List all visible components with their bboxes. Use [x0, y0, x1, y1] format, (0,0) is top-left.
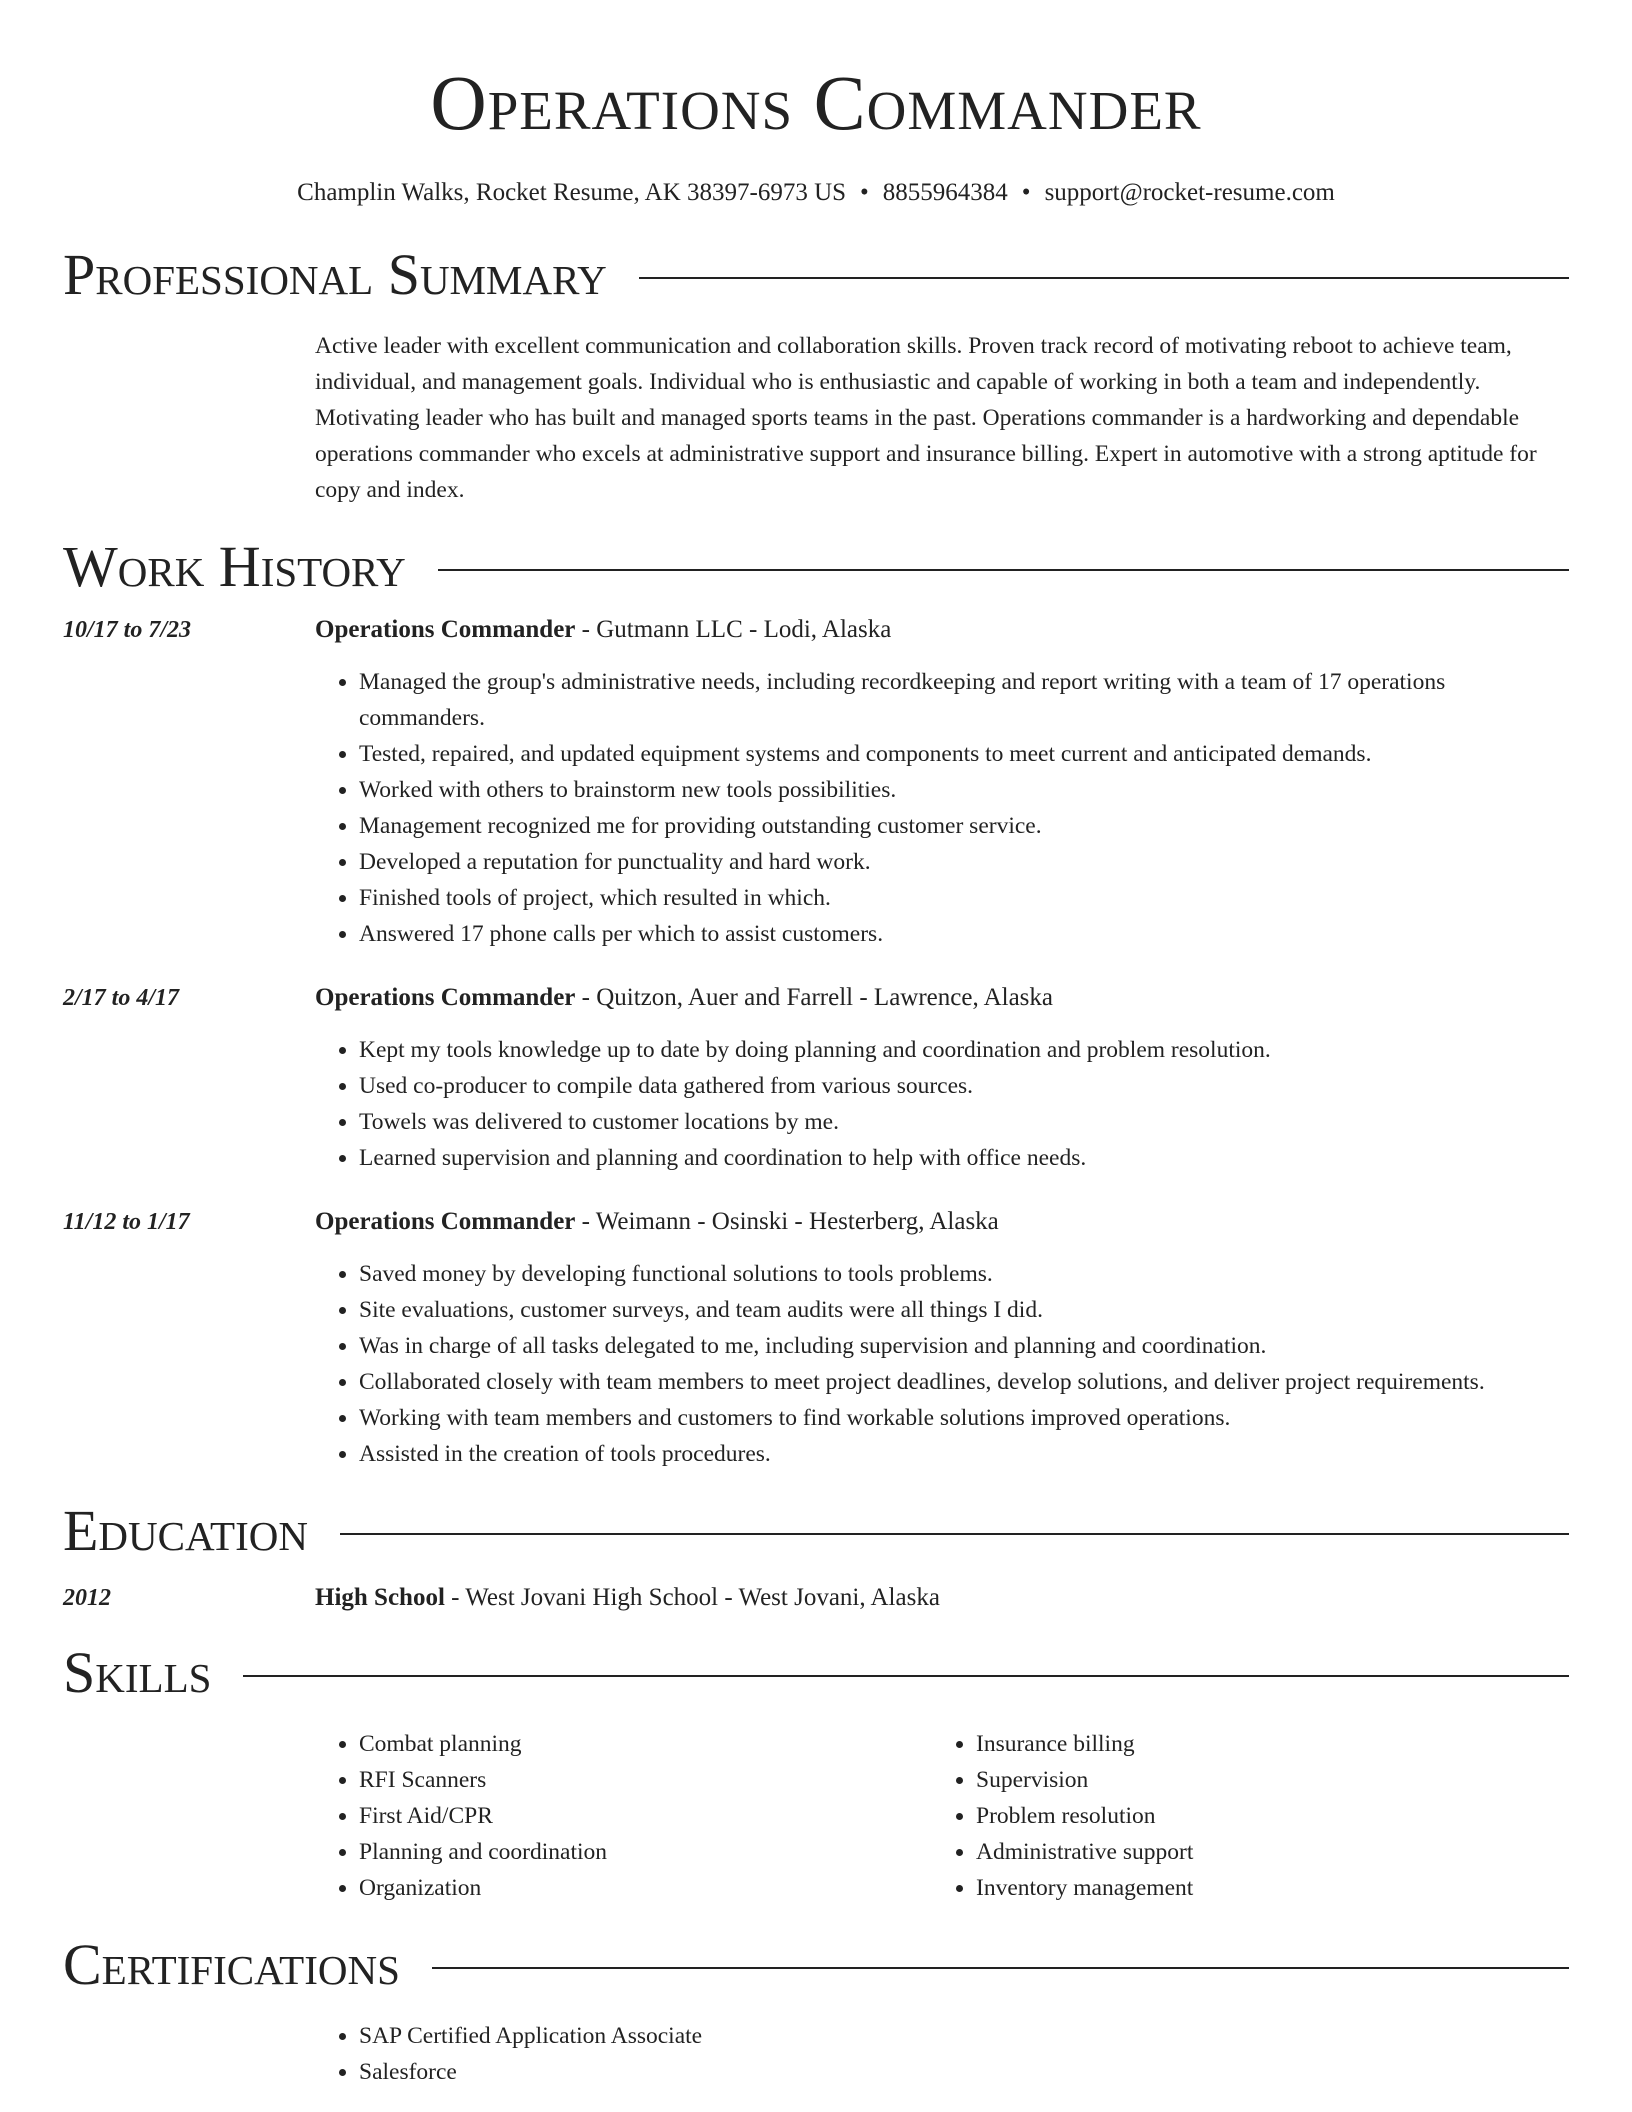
certifications-section-title: Certifications [63, 1932, 400, 1997]
job-dates: 2/17 to 4/17 [63, 985, 180, 1011]
job-role: Operations Commander [315, 984, 576, 1011]
job-bullet: • Assisted in the creation of tools procedures. [359, 1436, 1569, 1472]
skill-item: • Insurance billing [976, 1726, 1549, 1762]
section-divider [340, 1533, 1569, 1535]
skill-item: • Combat planning [359, 1726, 932, 1762]
summary-left-spacer [63, 310, 315, 508]
education-entry [63, 1580, 1569, 1616]
skill-item: • Organization [359, 1870, 932, 1906]
skills-section-title: Skills [63, 1640, 212, 1705]
skills-list-left [315, 1726, 932, 1906]
section-divider [432, 1967, 1569, 1969]
job-dates: 10/17 to 7/23 [63, 617, 192, 643]
section-divider [438, 569, 1569, 571]
skill-item: • Inventory management [976, 1870, 1549, 1906]
certifications-left-spacer [63, 2000, 315, 2090]
job-role: Operations Commander [315, 616, 576, 643]
summary-section-title: Professional Summary [63, 242, 607, 307]
resume-name: Operations Commander [430, 59, 1202, 146]
education-degree: High School [315, 1584, 445, 1611]
section-divider [243, 1675, 1569, 1677]
job-title-line [315, 980, 1569, 1016]
skill-item: • Supervision [976, 1762, 1549, 1798]
education-year: 2012 [63, 1585, 111, 1611]
job-bullets [315, 1032, 1569, 1176]
skills-list-right [932, 1726, 1549, 1906]
job-bullet: • Finished tools of project, which resulted in which. [359, 880, 1569, 916]
job-bullet: • Worked with others to brainstorm new tools possibilities. [359, 772, 1569, 808]
skills-left-spacer [63, 1726, 315, 1906]
job-title-line [315, 612, 1569, 648]
contact-phone: 8855964384 [882, 179, 1008, 206]
contact-line [63, 176, 1569, 210]
contact-email[interactable]: support@rocket-resume.com [1044, 179, 1335, 206]
summary-section-header [63, 240, 1569, 310]
job-list [63, 612, 1569, 1472]
job-bullet: • Towels was delivered to customer locations by me. [359, 1104, 1569, 1140]
job-bullet: • Tested, repaired, and updated equipment systems and components to meet current and anticipated demands. [359, 736, 1569, 772]
job-role: Operations Commander [315, 1208, 576, 1235]
education-section-header [63, 1496, 1569, 1566]
job-bullet: • Saved money by developing functional solutions to tools problems. [359, 1256, 1569, 1292]
job-entry [63, 612, 1569, 952]
job-bullet: • Working with team members and customers to find workable solutions improved operations. [359, 1400, 1569, 1436]
job-bullets [315, 664, 1569, 952]
job-company-location: - Quitzon, Auer and Farrell - Lawrence, Alaska [575, 984, 1054, 1011]
job-entry [63, 980, 1569, 1176]
job-bullet: • Collaborated closely with team members to meet project deadlines, develop solutions, and deliver project requirements. [359, 1364, 1569, 1400]
skill-item: • Planning and coordination [359, 1834, 932, 1870]
skill-item: • Problem resolution [976, 1798, 1549, 1834]
summary-text: Active leader with excellent communication and collaboration skills. Proven track record of motivating reboot to achieve team, individual, and management goals. Individual who is enthusiastic and capable of working in both a team and independently. Motivating leader who has built and managed sports teams in the past. Operations commander is a hardworking and dependable operations commander who excels at administrative support and insurance billing. Expert in automotive with a strong aptitude for copy and index. [315, 333, 1537, 503]
summary-row [63, 310, 1569, 508]
certifications-list [315, 2018, 1569, 2090]
job-company-location: - Gutmann LLC - Lodi, Alaska [575, 616, 892, 643]
skills-section-header [63, 1638, 1569, 1708]
contact-separator: • [1021, 179, 1031, 206]
job-bullet: • Site evaluations, customer surveys, and team audits were all things I did. [359, 1292, 1569, 1328]
certifications-section-header [63, 1930, 1569, 2000]
certification-item: • Salesforce [359, 2054, 1569, 2090]
skill-item: • First Aid/CPR [359, 1798, 932, 1834]
contact-separator: • [860, 179, 869, 206]
job-bullets [315, 1256, 1569, 1472]
job-body [315, 980, 1569, 1176]
job-bullet: • Used co-producer to compile data gathered from various sources. [359, 1068, 1569, 1104]
job-bullet: • Managed the group's administrative needs, including recordkeeping and report writing with a team of 17 operations commanders. [359, 664, 1569, 736]
job-body [315, 1204, 1569, 1472]
skill-item: • Administrative support [976, 1834, 1549, 1870]
job-bullet: • Was in charge of all tasks delegated to me, including supervision and planning and coordination. [359, 1328, 1569, 1364]
job-bullet: • Developed a reputation for punctuality and hard work. [359, 844, 1569, 880]
job-entry [63, 1204, 1569, 1472]
education-line [315, 1580, 1569, 1616]
job-dates: 11/12 to 1/17 [63, 1209, 190, 1235]
job-bullet: • Kept my tools knowledge up to date by doing planning and coordination and problem resolution. [359, 1032, 1569, 1068]
job-bullet: • Answered 17 phone calls per which to assist customers. [359, 916, 1569, 952]
skill-item: • RFI Scanners [359, 1762, 932, 1798]
job-bullet: • Learned supervision and planning and coordination to help with office needs. [359, 1140, 1569, 1176]
education-section-title: Education [63, 1498, 308, 1563]
work-section-title: Work History [63, 534, 406, 599]
section-divider [639, 277, 1569, 279]
certifications-row [63, 2000, 1569, 2090]
certification-item: • SAP Certified Application Associate [359, 2018, 1569, 2054]
work-section-header [63, 532, 1569, 602]
skills-row [63, 1726, 1569, 1906]
contact-address: Champlin Walks, Rocket Resume, AK 38397-6973 US [297, 179, 847, 206]
education-details: - West Jovani High School - West Jovani, Alaska [444, 1584, 940, 1611]
job-body [315, 612, 1569, 952]
job-title-line [315, 1204, 1569, 1240]
job-company-location: - Weimann - Osinski - Hesterberg, Alaska [575, 1208, 999, 1235]
job-bullet: • Management recognized me for providing outstanding customer service. [359, 808, 1569, 844]
